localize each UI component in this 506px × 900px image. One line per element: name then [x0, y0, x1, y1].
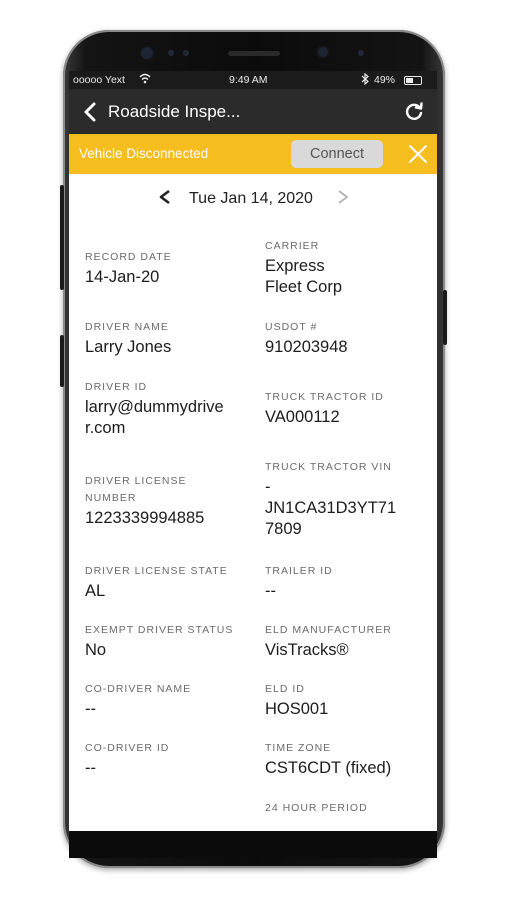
- field-label: ELD MANUFACTURER: [265, 624, 392, 636]
- field-label: TRUCK TRACTOR VIN: [265, 461, 392, 473]
- field-label: TIME ZONE: [265, 742, 332, 754]
- field-label: CO-DRIVER NAME: [85, 683, 192, 695]
- field-driver-license-number: [85, 473, 245, 529]
- sensor-dot: [358, 50, 364, 56]
- field-value-line: -: [265, 478, 271, 496]
- field-co-driver-id: [85, 740, 245, 779]
- field-exempt-driver-status: [85, 622, 245, 661]
- field-label: CARRIER: [265, 240, 320, 252]
- field-value: [265, 477, 425, 540]
- date-navigator: [69, 174, 437, 224]
- secondary-camera: [318, 47, 328, 57]
- sensor-dot: [168, 50, 174, 56]
- app-screen: [69, 71, 437, 831]
- field-label: [85, 473, 245, 507]
- field-value: CST6CDT (fixed): [265, 759, 392, 777]
- connect-button[interactable]: Connect: [291, 140, 383, 168]
- field-trailer-id: [265, 563, 425, 602]
- page-title: Roadside Inspe...: [108, 102, 241, 121]
- refresh-icon[interactable]: [403, 101, 425, 123]
- field-time-zone: [265, 740, 425, 779]
- status-bar: [69, 71, 437, 89]
- connection-banner: [69, 134, 437, 174]
- field-value: 1223339994885: [85, 509, 205, 527]
- field-value-line: JN1CA31D3YT71: [265, 499, 397, 517]
- field-value: VisTracks®: [265, 641, 349, 659]
- field-label: EXEMPT DRIVER STATUS: [85, 624, 234, 636]
- field-label: DRIVER ID: [85, 381, 148, 393]
- field-value: [85, 397, 245, 439]
- sensor-dot: [183, 50, 189, 56]
- field-label: CO-DRIVER ID: [85, 742, 170, 754]
- chevron-left-icon[interactable]: [158, 188, 172, 206]
- field-value: AL: [85, 582, 106, 600]
- bluetooth-icon: [361, 73, 369, 88]
- field-value: VA000112: [265, 408, 340, 426]
- field-driver-license-state: [85, 563, 245, 602]
- field-value-line: larry@dummydrive: [85, 398, 224, 416]
- field-value: HOS001: [265, 700, 329, 718]
- power-button: [443, 290, 447, 345]
- field-value: --: [265, 582, 276, 600]
- field-value: Larry Jones: [85, 338, 172, 356]
- field-value: 910203948: [265, 338, 348, 356]
- field-value: --: [85, 700, 96, 718]
- earpiece-speaker: [228, 51, 280, 56]
- wifi-icon: [139, 73, 151, 87]
- field-co-driver-name: [85, 681, 245, 720]
- phone-bottom-bezel: [69, 831, 437, 858]
- field-value: --: [85, 759, 96, 777]
- field-value-line: Express: [265, 257, 325, 275]
- chevron-right-icon[interactable]: [336, 188, 350, 206]
- field-value: [265, 256, 425, 298]
- front-camera: [141, 47, 153, 59]
- field-usdot: [265, 319, 425, 358]
- field-label: 24 HOUR PERIOD: [265, 802, 368, 814]
- field-driver-name: [85, 319, 245, 358]
- field-value-line: r.com: [85, 419, 126, 437]
- field-driver-id: [85, 379, 245, 439]
- volume-button: [60, 185, 64, 290]
- field-24-hour-period: [265, 800, 425, 817]
- field-label: ELD ID: [265, 683, 305, 695]
- clock: 9:49 AM: [229, 74, 268, 86]
- close-icon[interactable]: [407, 143, 429, 165]
- phone-top-hardware: [63, 30, 445, 72]
- field-truck-tractor-vin: [265, 459, 425, 540]
- field-value: No: [85, 641, 107, 659]
- selected-date: Tue Jan 14, 2020: [189, 190, 313, 207]
- field-record-date: [85, 249, 245, 288]
- connection-status-message: Vehicle Disconnected: [79, 146, 209, 161]
- field-label-line: DRIVER LICENSE: [85, 475, 187, 487]
- field-eld-manufacturer: [265, 622, 425, 661]
- app-bar: [69, 89, 437, 134]
- bixby-button: [60, 335, 64, 387]
- back-arrow-icon[interactable]: [81, 101, 101, 123]
- field-label: DRIVER LICENSE STATE: [85, 565, 228, 577]
- field-label: TRUCK TRACTOR ID: [265, 391, 384, 403]
- field-label: DRIVER NAME: [85, 321, 169, 333]
- field-value: 14-Jan-20: [85, 268, 160, 286]
- field-value-line: 7809: [265, 520, 302, 538]
- field-value-line: Fleet Corp: [265, 278, 343, 296]
- field-label: USDOT #: [265, 321, 318, 333]
- field-carrier: [265, 238, 425, 298]
- field-label-line: NUMBER: [85, 492, 137, 504]
- field-label: RECORD DATE: [85, 251, 172, 263]
- field-truck-tractor-id: [265, 389, 425, 428]
- carrier-label: ooooo Yext: [73, 74, 125, 86]
- battery-percent: 49%: [374, 74, 396, 86]
- field-label: TRAILER ID: [265, 565, 333, 577]
- field-eld-id: [265, 681, 425, 720]
